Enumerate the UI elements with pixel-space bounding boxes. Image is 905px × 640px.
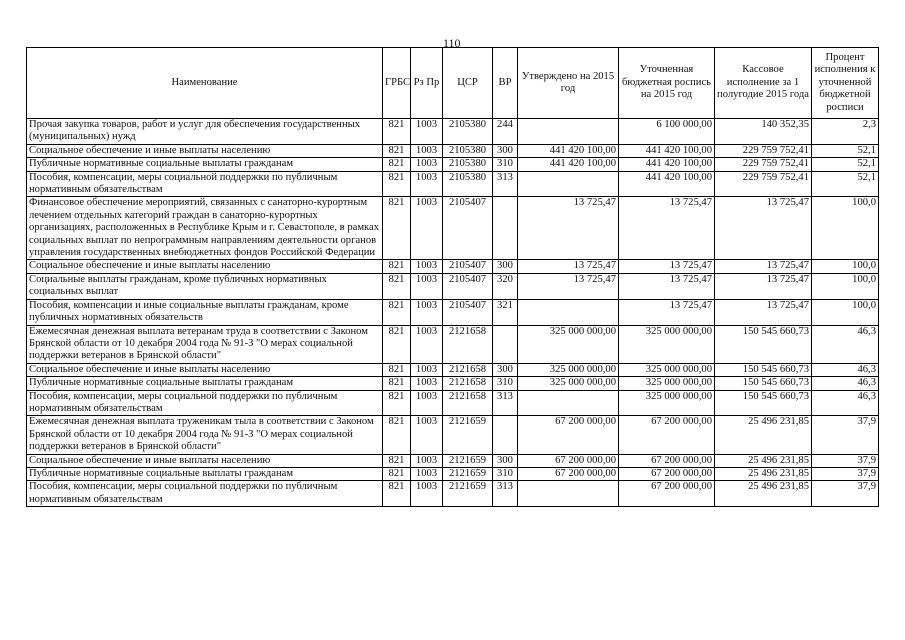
row-percent: 100,0 bbox=[812, 197, 879, 260]
row-grbs: 821 bbox=[383, 197, 411, 260]
row-grbs: 821 bbox=[383, 377, 411, 390]
row-percent: 46,3 bbox=[812, 377, 879, 390]
row-grbs: 821 bbox=[383, 416, 411, 454]
row-csr: 2121658 bbox=[443, 325, 493, 363]
row-refined: 441 420 100,00 bbox=[619, 171, 715, 197]
row-refined: 325 000 000,00 bbox=[619, 363, 715, 376]
row-csr: 2105380 bbox=[443, 171, 493, 197]
row-cash: 13 725,47 bbox=[715, 260, 812, 273]
row-cash: 25 496 231,85 bbox=[715, 416, 812, 454]
row-cash: 25 496 231,85 bbox=[715, 481, 812, 507]
row-approved bbox=[518, 119, 619, 145]
row-csr: 2105407 bbox=[443, 299, 493, 325]
row-refined: 6 100 000,00 bbox=[619, 119, 715, 145]
row-vr: 320 bbox=[493, 273, 518, 299]
row-refined: 325 000 000,00 bbox=[619, 325, 715, 363]
row-rzpr: 1003 bbox=[411, 197, 443, 260]
table-row bbox=[27, 390, 879, 416]
row-rzpr: 1003 bbox=[411, 171, 443, 197]
row-vr: 300 bbox=[493, 144, 518, 157]
row-name: Пособия, компенсации и иные социальные выплаты гражданам, кроме публичных нормативных обязательств bbox=[27, 299, 383, 325]
budget-execution-table bbox=[26, 47, 879, 507]
row-name: Пособия, компенсации, меры социальной поддержки по публичным нормативным обязательствам bbox=[27, 171, 383, 197]
row-percent: 46,3 bbox=[812, 390, 879, 416]
row-csr: 2121659 bbox=[443, 481, 493, 507]
row-name: Ежемесячная денежная выплата ветеранам труда в соответствии с Законом Брянской области от 10 декабря 2004 года № 91-З "О мерах социальной поддержки ветеранов в Брянской области" bbox=[27, 325, 383, 363]
row-name: Социальное обеспечение и иные выплаты населению bbox=[27, 363, 383, 376]
row-refined: 13 725,47 bbox=[619, 273, 715, 299]
row-approved bbox=[518, 390, 619, 416]
row-csr: 2121658 bbox=[443, 363, 493, 376]
table-row bbox=[27, 158, 879, 171]
row-cash: 150 545 660,73 bbox=[715, 363, 812, 376]
row-refined: 13 725,47 bbox=[619, 299, 715, 325]
row-cash: 25 496 231,85 bbox=[715, 467, 812, 480]
row-percent: 37,9 bbox=[812, 481, 879, 507]
row-approved: 67 200 000,00 bbox=[518, 416, 619, 454]
row-refined: 441 420 100,00 bbox=[619, 144, 715, 157]
row-approved: 13 725,47 bbox=[518, 273, 619, 299]
row-grbs: 821 bbox=[383, 299, 411, 325]
table-row bbox=[27, 325, 879, 363]
row-cash: 25 496 231,85 bbox=[715, 454, 812, 467]
row-approved: 13 725,47 bbox=[518, 260, 619, 273]
table-row bbox=[27, 260, 879, 273]
row-vr: 310 bbox=[493, 467, 518, 480]
row-name: Социальное обеспечение и иные выплаты населению bbox=[27, 454, 383, 467]
row-grbs: 821 bbox=[383, 454, 411, 467]
row-grbs: 821 bbox=[383, 467, 411, 480]
row-vr bbox=[493, 416, 518, 454]
row-vr: 310 bbox=[493, 158, 518, 171]
table-row bbox=[27, 144, 879, 157]
row-name: Социальное обеспечение и иные выплаты населению bbox=[27, 260, 383, 273]
row-refined: 325 000 000,00 bbox=[619, 390, 715, 416]
row-csr: 2105380 bbox=[443, 144, 493, 157]
row-csr: 2105407 bbox=[443, 273, 493, 299]
row-rzpr: 1003 bbox=[411, 158, 443, 171]
row-rzpr: 1003 bbox=[411, 454, 443, 467]
row-grbs: 821 bbox=[383, 481, 411, 507]
row-percent: 46,3 bbox=[812, 363, 879, 376]
column-header-percent: Процент исполнения к уточненной бюджетной росписи bbox=[812, 48, 879, 119]
row-rzpr: 1003 bbox=[411, 273, 443, 299]
row-percent: 100,0 bbox=[812, 260, 879, 273]
row-vr: 300 bbox=[493, 260, 518, 273]
table-row bbox=[27, 454, 879, 467]
table-row bbox=[27, 377, 879, 390]
row-name: Социальные выплаты гражданам, кроме публичных нормативных социальных выплат bbox=[27, 273, 383, 299]
row-percent: 52,1 bbox=[812, 144, 879, 157]
row-csr: 2105407 bbox=[443, 260, 493, 273]
row-rzpr: 1003 bbox=[411, 260, 443, 273]
column-header-rzpr: Рз Пр bbox=[411, 48, 443, 119]
row-approved: 67 200 000,00 bbox=[518, 467, 619, 480]
page-number: 110 bbox=[443, 36, 461, 50]
row-rzpr: 1003 bbox=[411, 390, 443, 416]
table-header-row bbox=[27, 48, 879, 119]
row-refined: 13 725,47 bbox=[619, 197, 715, 260]
row-vr: 300 bbox=[493, 363, 518, 376]
row-refined: 67 200 000,00 bbox=[619, 416, 715, 454]
row-approved: 441 420 100,00 bbox=[518, 158, 619, 171]
row-rzpr: 1003 bbox=[411, 377, 443, 390]
row-approved: 325 000 000,00 bbox=[518, 377, 619, 390]
row-vr: 313 bbox=[493, 481, 518, 507]
column-header-name: Наименование bbox=[27, 48, 383, 119]
table-row bbox=[27, 119, 879, 145]
row-name: Финансовое обеспечение мероприятий, связанных с санаторно-курортным лечением отдельных категорий граждан в санаторно-курортных организациях, расположенных в Республике Крым и г. Севастополе, в рамках социальных выплат по непрограммным направлениям деятельности органов управления государственных внебюджетных фондов Российской Федерации bbox=[27, 197, 383, 260]
row-grbs: 821 bbox=[383, 390, 411, 416]
row-percent: 52,1 bbox=[812, 171, 879, 197]
row-cash: 229 759 752,41 bbox=[715, 171, 812, 197]
row-name: Ежемесячная денежная выплата труженикам тыла в соответствии с Законом Брянской области от 10 декабря 2004 года № 91-З "О мерах социальной поддержки ветеранов в Брянской области" bbox=[27, 416, 383, 454]
row-percent: 37,9 bbox=[812, 454, 879, 467]
row-approved bbox=[518, 481, 619, 507]
row-rzpr: 1003 bbox=[411, 119, 443, 145]
row-grbs: 821 bbox=[383, 144, 411, 157]
row-approved bbox=[518, 299, 619, 325]
row-approved bbox=[518, 171, 619, 197]
column-header-csr: ЦСР bbox=[443, 48, 493, 119]
row-rzpr: 1003 bbox=[411, 481, 443, 507]
table-row bbox=[27, 481, 879, 507]
row-rzpr: 1003 bbox=[411, 325, 443, 363]
row-rzpr: 1003 bbox=[411, 299, 443, 325]
table-row bbox=[27, 171, 879, 197]
row-grbs: 821 bbox=[383, 119, 411, 145]
row-refined: 441 420 100,00 bbox=[619, 158, 715, 171]
row-cash: 150 545 660,73 bbox=[715, 390, 812, 416]
row-cash: 229 759 752,41 bbox=[715, 144, 812, 157]
row-vr: 300 bbox=[493, 454, 518, 467]
row-refined: 67 200 000,00 bbox=[619, 467, 715, 480]
row-name: Пособия, компенсации, меры социальной поддержки по публичным нормативным обязательствам bbox=[27, 390, 383, 416]
row-csr: 2105407 bbox=[443, 197, 493, 260]
row-cash: 13 725,47 bbox=[715, 273, 812, 299]
row-cash: 140 352,35 bbox=[715, 119, 812, 145]
row-vr: 310 bbox=[493, 377, 518, 390]
row-cash: 150 545 660,73 bbox=[715, 377, 812, 390]
row-approved: 325 000 000,00 bbox=[518, 325, 619, 363]
row-percent: 52,1 bbox=[812, 158, 879, 171]
row-csr: 2121659 bbox=[443, 416, 493, 454]
row-rzpr: 1003 bbox=[411, 363, 443, 376]
table-row bbox=[27, 467, 879, 480]
row-percent: 46,3 bbox=[812, 325, 879, 363]
row-percent: 2,3 bbox=[812, 119, 879, 145]
table-row bbox=[27, 299, 879, 325]
row-refined: 325 000 000,00 bbox=[619, 377, 715, 390]
row-vr bbox=[493, 325, 518, 363]
column-header-vr: ВР bbox=[493, 48, 518, 119]
row-rzpr: 1003 bbox=[411, 144, 443, 157]
row-percent: 37,9 bbox=[812, 467, 879, 480]
row-percent: 100,0 bbox=[812, 273, 879, 299]
row-csr: 2105380 bbox=[443, 119, 493, 145]
row-csr: 2121658 bbox=[443, 390, 493, 416]
row-vr: 313 bbox=[493, 171, 518, 197]
column-header-refined: Уточненная бюджетная роспись на 2015 год bbox=[619, 48, 715, 119]
row-name: Публичные нормативные социальные выплаты гражданам bbox=[27, 158, 383, 171]
row-vr: 244 bbox=[493, 119, 518, 145]
column-header-approved: Утверждено на 2015 год bbox=[518, 48, 619, 119]
row-name: Публичные нормативные социальные выплаты гражданам bbox=[27, 377, 383, 390]
row-vr: 313 bbox=[493, 390, 518, 416]
row-grbs: 821 bbox=[383, 273, 411, 299]
row-grbs: 821 bbox=[383, 260, 411, 273]
row-grbs: 821 bbox=[383, 325, 411, 363]
row-refined: 67 200 000,00 bbox=[619, 454, 715, 467]
row-grbs: 821 bbox=[383, 363, 411, 376]
row-approved: 325 000 000,00 bbox=[518, 363, 619, 376]
row-name: Социальное обеспечение и иные выплаты населению bbox=[27, 144, 383, 157]
row-refined: 67 200 000,00 bbox=[619, 481, 715, 507]
row-rzpr: 1003 bbox=[411, 467, 443, 480]
row-grbs: 821 bbox=[383, 158, 411, 171]
row-approved: 67 200 000,00 bbox=[518, 454, 619, 467]
row-refined: 13 725,47 bbox=[619, 260, 715, 273]
row-cash: 150 545 660,73 bbox=[715, 325, 812, 363]
row-vr: 321 bbox=[493, 299, 518, 325]
table-row bbox=[27, 273, 879, 299]
table-row bbox=[27, 197, 879, 260]
column-header-cash: Кассовое исполнение за 1 полугодие 2015 года bbox=[715, 48, 812, 119]
row-csr: 2105380 bbox=[443, 158, 493, 171]
row-rzpr: 1003 bbox=[411, 416, 443, 454]
row-vr bbox=[493, 197, 518, 260]
row-grbs: 821 bbox=[383, 171, 411, 197]
row-cash: 229 759 752,41 bbox=[715, 158, 812, 171]
row-csr: 2121659 bbox=[443, 467, 493, 480]
row-name: Публичные нормативные социальные выплаты гражданам bbox=[27, 467, 383, 480]
table-row bbox=[27, 416, 879, 454]
column-header-grbs: ГРБС bbox=[383, 48, 411, 119]
table-row bbox=[27, 363, 879, 376]
row-cash: 13 725,47 bbox=[715, 197, 812, 260]
row-name: Пособия, компенсации, меры социальной поддержки по публичным нормативным обязательствам bbox=[27, 481, 383, 507]
row-percent: 100,0 bbox=[812, 299, 879, 325]
row-cash: 13 725,47 bbox=[715, 299, 812, 325]
row-percent: 37,9 bbox=[812, 416, 879, 454]
row-csr: 2121659 bbox=[443, 454, 493, 467]
row-approved: 441 420 100,00 bbox=[518, 144, 619, 157]
row-approved: 13 725,47 bbox=[518, 197, 619, 260]
row-name: Прочая закупка товаров, работ и услуг для обеспечения государственных (муниципальных) нужд bbox=[27, 119, 383, 145]
row-csr: 2121658 bbox=[443, 377, 493, 390]
